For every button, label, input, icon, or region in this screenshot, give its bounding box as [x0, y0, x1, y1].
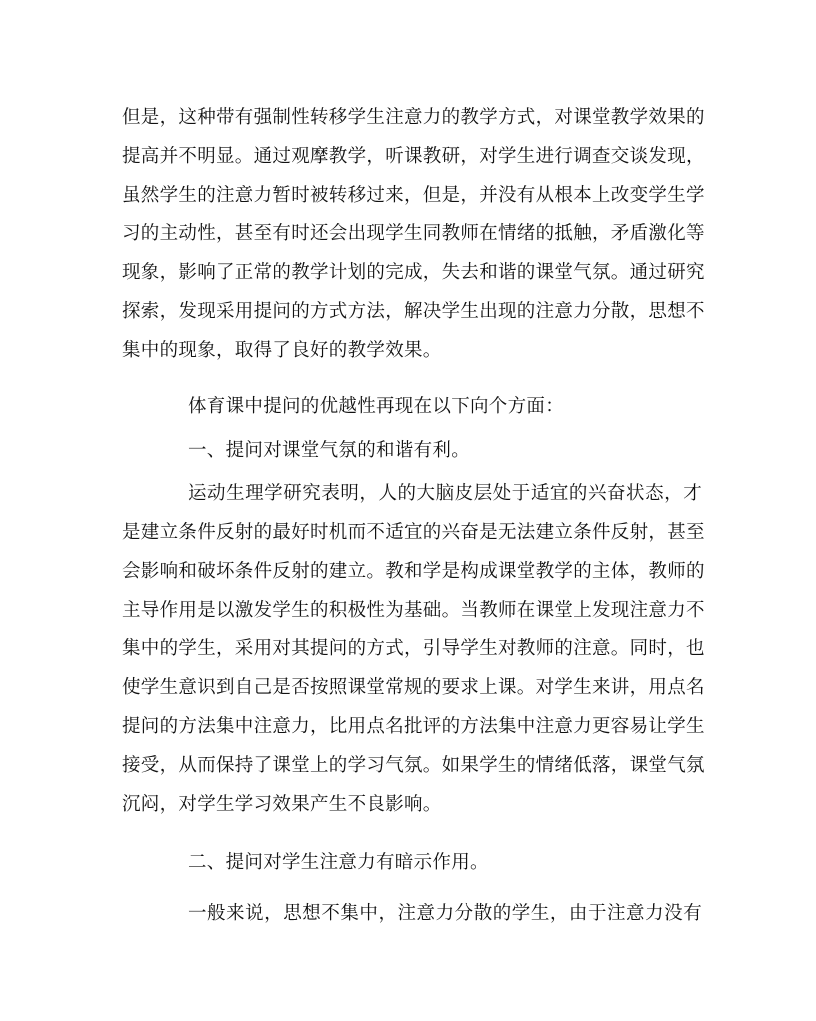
text-line: 探索，发现采用提问的方式方法，解决学生出现的注意力分散，思想不	[122, 301, 705, 322]
text-line: 一般来说，思想不集中，注意力分散的学生，由于注意力没有	[188, 903, 702, 924]
text-line: 提问的方法集中注意力，比用点名批评的方法集中注意力更容易让学生	[122, 716, 705, 737]
text-line: 是建立条件反射的最好时机而不适宜的兴奋是无法建立条件反射，甚至	[122, 522, 705, 543]
text-line: 集中的现象，取得了良好的教学效果。	[122, 340, 442, 361]
text-line: 提高并不明显。通过观摩教学，听课教研，对学生进行调查交谈发现，	[122, 146, 705, 167]
text-line: 运动生理学研究表明，人的大脑皮层处于适宜的兴奋状态，才	[188, 483, 702, 504]
text-line: 但是，这种带有强制性转移学生注意力的教学方式，对课堂教学效果的	[122, 107, 705, 128]
text-line: 接受，从而保持了课堂上的学习气氛。如果学生的情绪低落，课堂气氛	[122, 755, 705, 776]
text-line: 习的主动性，甚至有时还会出现学生同教师在情绪的抵触，矛盾激化等	[122, 223, 705, 244]
text-line: 集中的学生，采用对其提问的方式，引导学生对教师的注意。同时，也	[122, 638, 705, 659]
paragraph-heading: 体育课中提问的优越性再现在以下向个方面：	[188, 396, 565, 417]
section-heading: 二、提问对学生注意力有暗示作用。	[188, 852, 489, 873]
text-line: 使学生意识到自己是否按照课堂常规的要求上课。对学生来讲，用点名	[122, 677, 705, 698]
text-line: 虽然学生的注意力暂时被转移过来，但是，并没有从根本上改变学生学	[122, 185, 705, 206]
text-line: 沉闷，对学生学习效果产生不良影响。	[122, 794, 442, 815]
text-line: 主导作用是以激发学生的积极性为基础。当教师在课堂上发现注意力不	[122, 600, 705, 621]
section-heading: 一、提问对课堂气氛的和谐有利。	[188, 440, 471, 461]
text-line: 现象，影响了正常的教学计划的完成，失去和谐的课堂气氛。通过研究	[122, 262, 705, 283]
text-line: 会影响和破坏条件反射的建立。教和学是构成课堂教学的主体，教师的	[122, 561, 705, 582]
